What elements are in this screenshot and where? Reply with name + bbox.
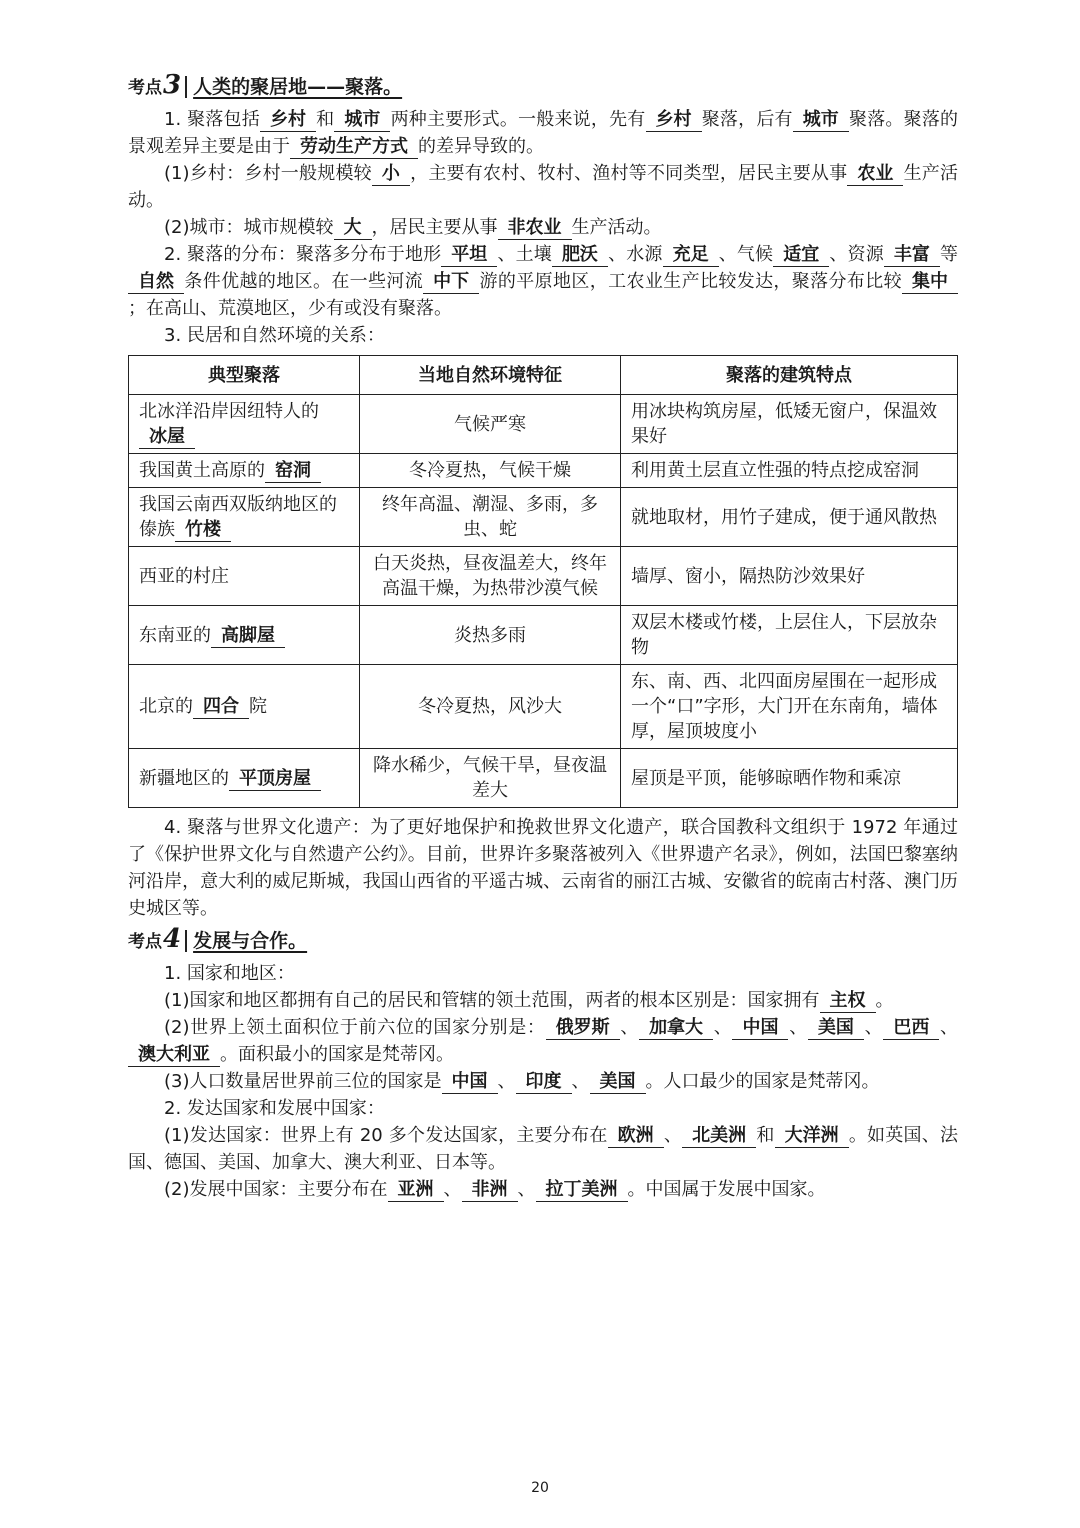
architecture-cell: 就地取材，用竹子建成，便于通风散热 [621,488,958,547]
answer-blank: 农业 [847,163,903,186]
architecture-cell: 利用黄土层直立性强的特点挖成窑洞 [621,454,958,488]
table-row [129,488,958,547]
paragraph: (2)城市：城市规模较 大 ，居民主要从事 非农业 生产活动。 [164,217,662,238]
environment-cell: 炎热多雨 [360,606,621,665]
answer-blank: 亚洲 [388,1179,444,1202]
table-header: 聚落的建筑特点 [621,356,958,395]
answer-blank: 小 [372,163,410,186]
environment-cell: 终年高温、潮湿、多雨，多虫、蛇 [360,488,621,547]
table-row [129,454,958,488]
settlement-cell: 北京的 四合 院 [129,665,360,749]
answer-blank: 巴西 [883,1017,939,1040]
answer-blank: 肥沃 [552,244,608,267]
architecture-cell: 用冰块构筑房屋，低矮无窗户，保温效果好 [621,395,958,454]
page-number: 20 [531,1480,549,1496]
answer-blank: 加拿大 [639,1017,713,1040]
answer-blank: 自然 [128,271,184,294]
answer-blank: 主权 [820,990,876,1013]
table-header: 当地自然环境特征 [360,356,621,395]
paragraph: (3)人口数量居世界前三位的国家是 中国 、 印度 、 美国 。人口最少的国家是梵蒂冈。 [164,1071,880,1092]
answer-blank: 美国 [808,1017,864,1040]
architecture-cell: 屋顶是平顶，能够晾晒作物和乘凉 [621,749,958,808]
answer-blank: 平顶房屋 [229,768,321,791]
answer-blank: 城市 [793,109,849,132]
table-row [129,547,958,606]
kaodian-label: 考点 [128,78,162,98]
paragraph: (2)发展中国家：主要分布在 亚洲 、 非洲 、 拉丁美洲 。中国属于发展中国家。 [164,1179,826,1200]
answer-blank: 非农业 [498,217,572,240]
paragraph: (2)世界上领土面积位于前六位的国家分别是： 俄罗斯 、 加拿大 、 中国 、 美国 、 巴西 、澳大利亚 。面积最小的国家是梵蒂冈。 [128,1014,958,1068]
settlement-cell: 西亚的村庄 [129,547,360,606]
section-title: 人类的聚居地——聚落。 [193,76,403,98]
answer-blank: 劳动生产方式 [290,136,418,159]
paragraph: 2. 聚落的分布：聚落多分布于地形 平坦 、土壤 肥沃 、水源 充足 、气候 适宜 、资源 丰富 等自然 条件优越的地区。在一些河流 中下 游的平原地区，工农业生产比较发达，聚落分布比较 集中；在高山、荒漠地区，少有或没有聚落。 [128,244,959,319]
table-row [129,395,958,454]
kaodian-number: 3 [163,70,182,100]
answer-blank: 充足 [663,244,719,267]
architecture-cell: 墙厚、窗小，隔热防沙效果好 [621,547,958,606]
answer-blank: 拉丁美洲 [536,1179,628,1202]
kaodian-number: 4 [163,924,182,954]
answer-blank: 集中 [902,271,958,294]
answer-blank: 印度 [516,1071,572,1094]
paragraph: 3. 民居和自然环境的关系： [164,325,385,346]
paragraph: 4. 聚落与世界文化遗产：为了更好地保护和挽救世界文化遗产，联合国教科文组织于 1972 年通过了《保护世界文化与自然遗产公约》。目前，世界许多聚落被列入《世界遗产名录》，例如，法国巴黎塞纳河沿岸，意大利的威尼斯城，我国山西省的平遥古城、云南省的丽江古城、安徽省的皖南古村落、澳门历史城区等。 [128,817,958,919]
paragraph: (1)乡村：乡村一般规模较 小 ，主要有农村、牧村、渔村等不同类型，居民主要从事 农业 生产活动。 [128,163,959,211]
table-row [129,665,958,749]
section-title: 发展与合作。 [193,930,308,952]
answer-blank: 平坦 [441,244,497,267]
answer-blank: 丰富 [884,244,940,267]
settlement-cell: 北冰洋沿岸因纽特人的冰屋 [129,395,360,454]
environment-cell: 降水稀少，气候干旱，昼夜温差大 [360,749,621,808]
answer-blank: 俄罗斯 [546,1017,620,1040]
settlement-cell: 我国黄土高原的 窑洞 [129,454,360,488]
answer-blank: 乡村 [646,109,702,132]
environment-cell: 气候严寒 [360,395,621,454]
table-header: 典型聚落 [129,356,360,395]
page-content [128,70,958,1203]
paragraph: (1)发达国家：世界上有 20 多个发达国家，主要分布在 欧洲 、 北美洲 和 大洋洲 。如英国、法国、德国、美国、加拿大、澳大利亚、日本等。 [128,1125,959,1173]
answer-blank: 北美洲 [682,1125,756,1148]
answer-blank: 大 [334,217,372,240]
answer-blank: 欧洲 [608,1125,664,1148]
answer-blank: 中国 [442,1071,498,1094]
table-row [129,749,958,808]
answer-blank: 窑洞 [265,460,321,483]
paragraph: (1)国家和地区都拥有自己的居民和管辖的领土范围，两者的根本区别是：国家拥有 主权 。 [164,990,894,1011]
environment-cell: 冬冷夏热，风沙大 [360,665,621,749]
architecture-cell: 东、南、西、北四面房屋围在一起形成一个“口”字形，大门开在东南角，墙体厚，屋顶坡度小 [621,665,958,749]
section-3-heading [128,72,958,102]
table-row [129,606,958,665]
answer-blank: 中国 [732,1017,788,1040]
answer-blank: 澳大利亚 [128,1044,220,1067]
settlement-table [128,355,958,808]
architecture-cell: 双层木楼或竹楼，上层住人，下层放杂物 [621,606,958,665]
heading-divider [185,76,187,98]
answer-blank: 高脚屋 [211,625,285,648]
answer-blank: 乡村 [260,109,316,132]
answer-blank: 竹楼 [175,519,231,542]
answer-blank: 大洋洲 [775,1125,849,1148]
answer-blank: 冰屋 [139,426,195,449]
settlement-cell: 我国云南西双版纳地区的傣族 竹楼 [129,488,360,547]
settlement-cell: 新疆地区的 平顶房屋 [129,749,360,808]
answer-blank: 美国 [590,1071,646,1094]
environment-cell: 白天炎热，昼夜温差大，终年高温干燥，为热带沙漠气候 [360,547,621,606]
answer-blank: 四合 [193,696,249,719]
paragraph: 1. 聚落包括 乡村 和 城市 两种主要形式。一般来说，先有 乡村 聚落，后有 城市 聚落。聚落的景观差异主要是由于 劳动生产方式 的差异导致的。 [128,109,959,157]
paragraph: 1. 国家和地区： [164,963,295,984]
kaodian-label: 考点 [128,932,162,952]
heading-divider [185,930,187,952]
answer-blank: 非洲 [462,1179,518,1202]
environment-cell: 冬冷夏热，气候干燥 [360,454,621,488]
answer-blank: 适宜 [773,244,829,267]
section-4-heading [128,926,958,956]
answer-blank: 城市 [334,109,390,132]
settlement-cell: 东南亚的 高脚屋 [129,606,360,665]
paragraph: 2. 发达国家和发展中国家： [164,1098,385,1119]
answer-blank: 中下 [423,271,479,294]
